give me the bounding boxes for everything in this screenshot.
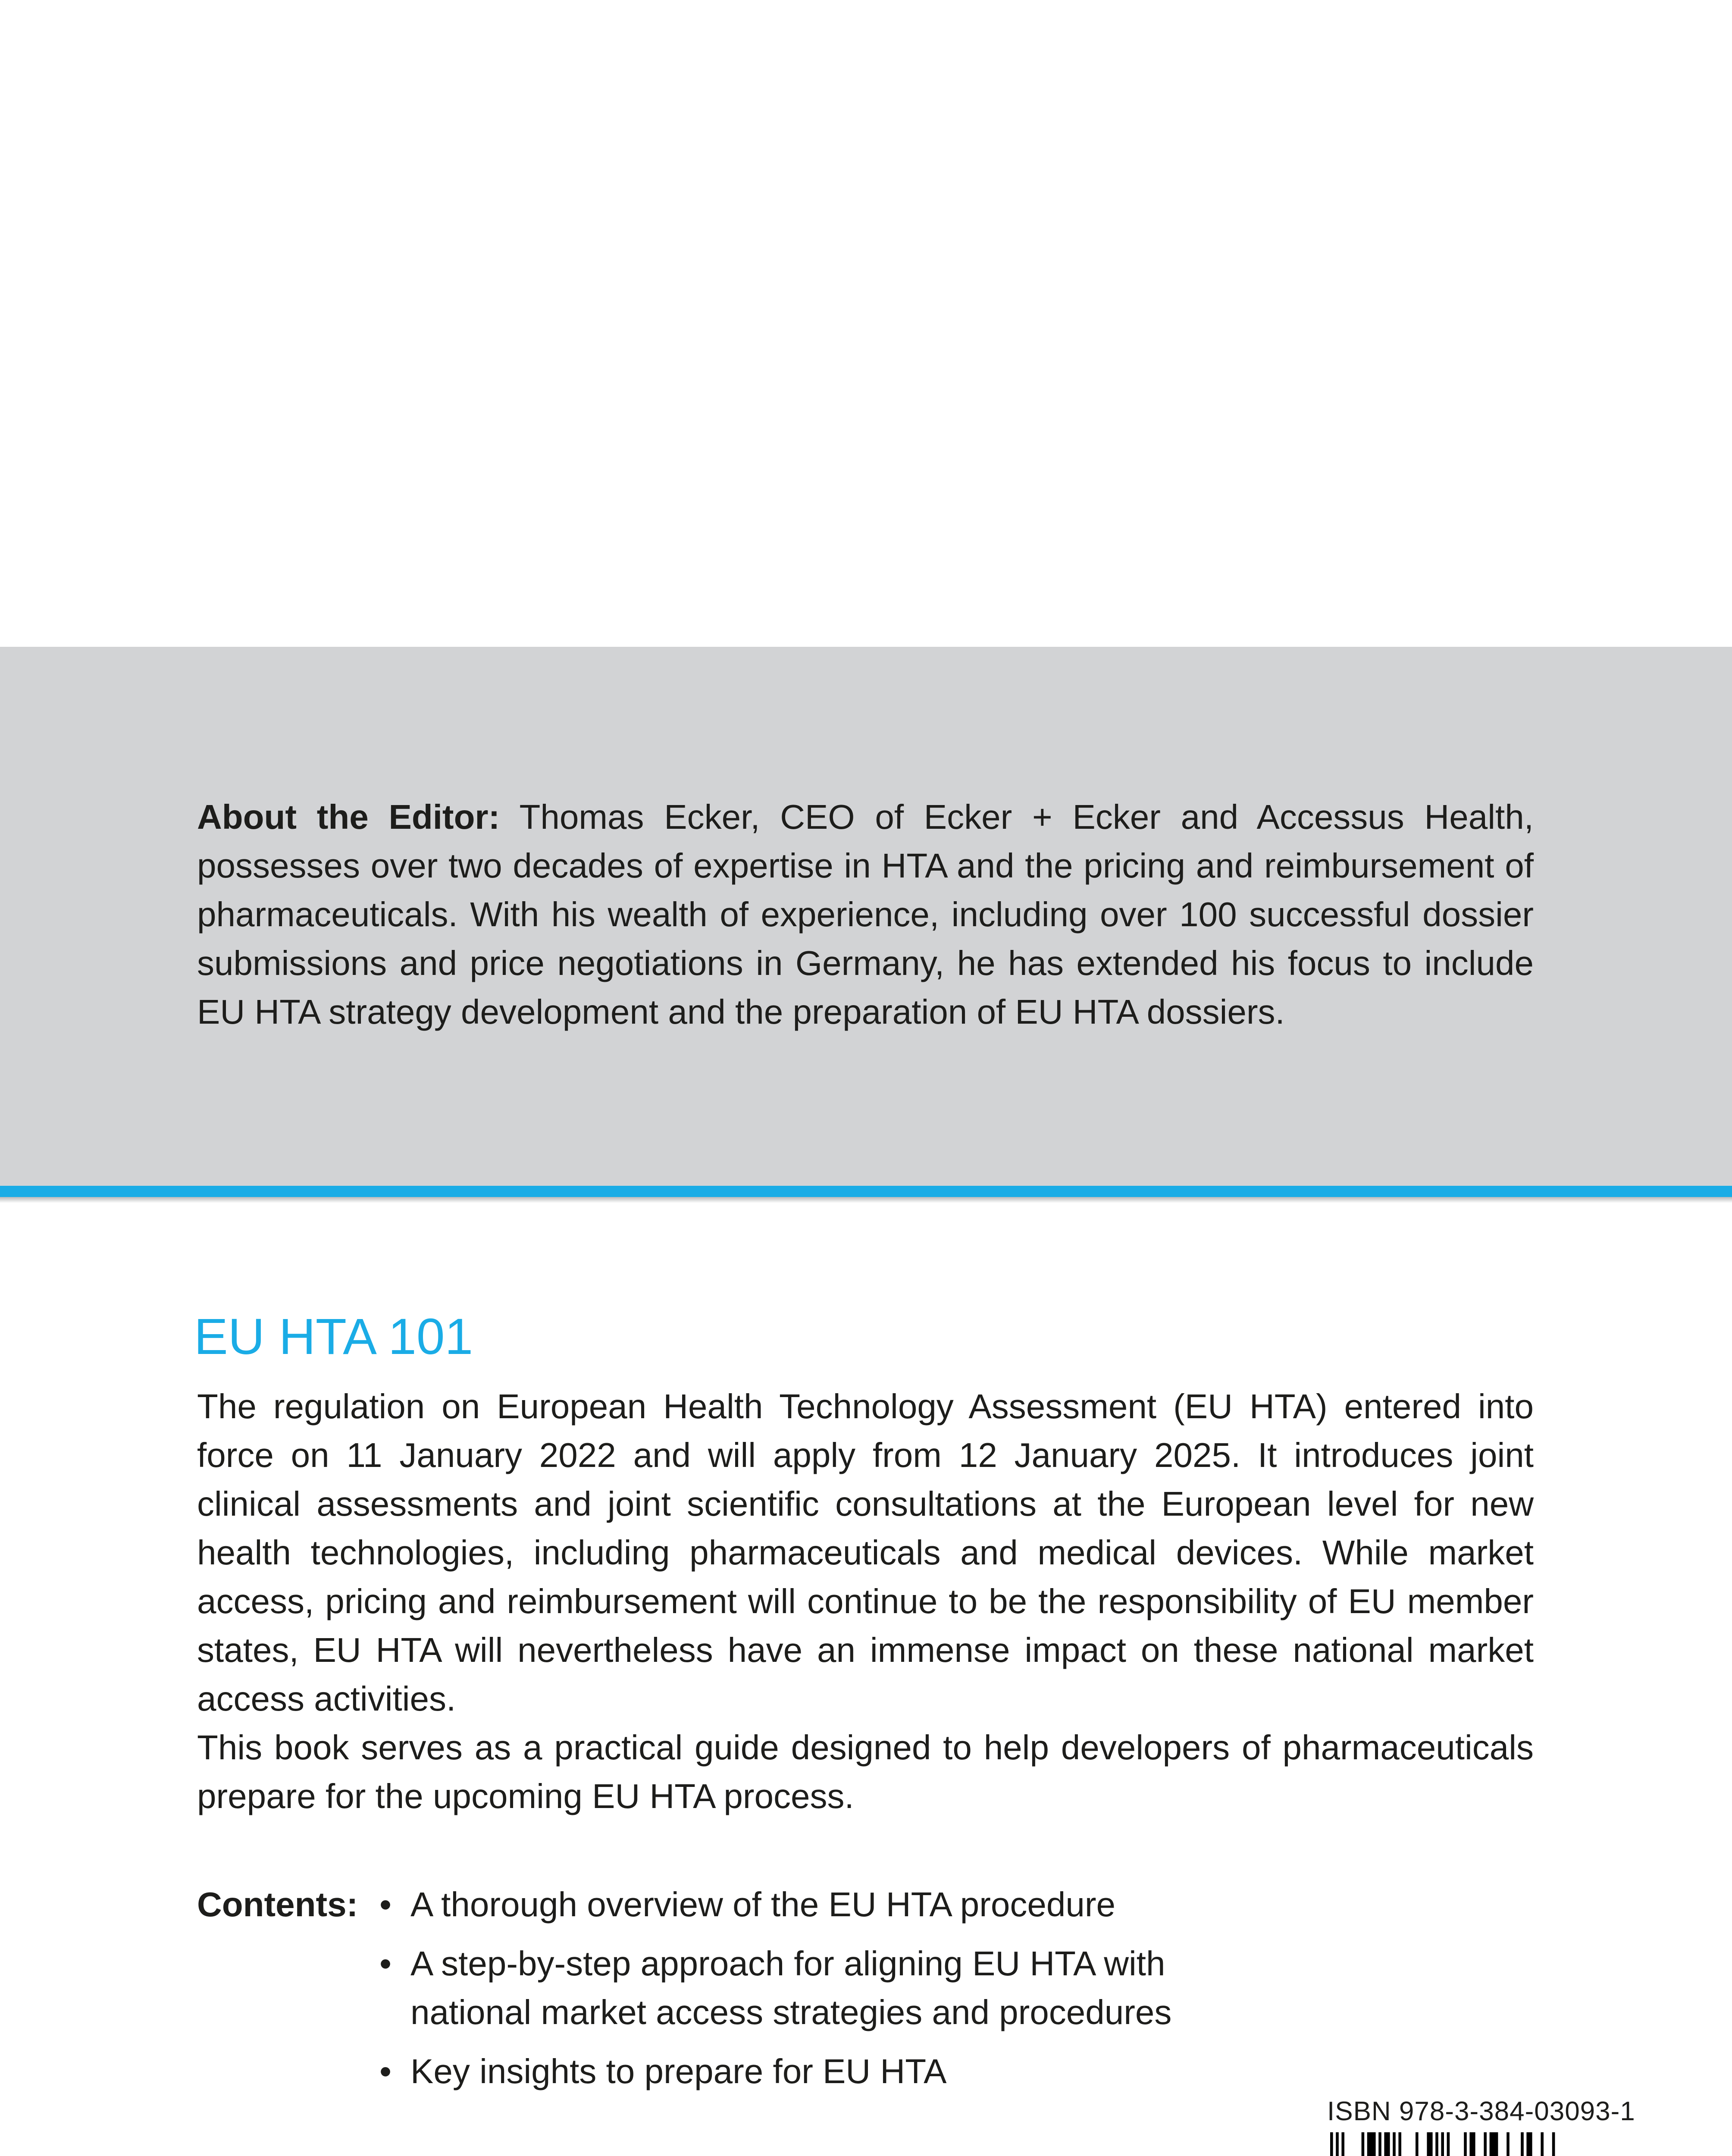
- about-editor-label: About the Editor:: [197, 798, 500, 836]
- barcode-bar: [1441, 2132, 1444, 2156]
- about-editor: [197, 793, 1534, 1036]
- barcode-bar: [1464, 2132, 1467, 2156]
- barcode-bar: [1469, 2132, 1475, 2156]
- bullet-icon: •: [379, 2052, 392, 2090]
- about-editor-text: Thomas Ecker, CEO of Ecker + Ecker and Accessus Health, possesses over two decades of expertise in HTA and the pricing and reimbursement of pharmaceuticals. With his wealth of experience, including over 100 successful dossier submissions and price negotiations in Germany, he has extended his focus to include EU HTA strategy development and the preparation of EU HTA dossiers.: [197, 798, 1534, 1031]
- contents-label: Contents:: [197, 1885, 358, 1924]
- description-paragraph-1: The regulation on European Health Technology Assessment (EU HTA) entered into force on 11 January 2022 and will apply from 12 January 2025. It introduces joint clinical assessments and joint scientific consultations at the European level for new health technologies, including pharmaceuticals and medical devices. While market access, pricing and reimbursement will continue to be the responsibility of EU member states, EU HTA will nevertheless have an immense impact on these national market access activities.: [197, 1387, 1534, 1718]
- list-item-text: A step-by-step approach for aligning EU HTA with national market access strategies and procedures: [410, 1944, 1172, 2031]
- list-item-text: A thorough overview of the EU HTA procedure: [410, 1885, 1115, 1924]
- list-item: [379, 1939, 1285, 2037]
- bullet-icon: •: [379, 1944, 392, 1983]
- barcode-bar: [1541, 2132, 1544, 2156]
- barcode-bar: [1362, 2132, 1365, 2156]
- barcode-bar: [1384, 2132, 1390, 2156]
- barcode-bar: [1521, 2132, 1524, 2156]
- list-item: [379, 2047, 1285, 2096]
- barcode-bar: [1484, 2132, 1487, 2156]
- barcode-bar: [1506, 2132, 1510, 2156]
- barcode-bar: [1367, 2132, 1376, 2156]
- barcode-bar: [1435, 2132, 1438, 2156]
- stripe-shadow: [0, 1197, 1732, 1203]
- barcode-bar: [1336, 2132, 1339, 2156]
- barcode-bar: [1416, 2132, 1419, 2156]
- barcode-bar: [1526, 2132, 1532, 2156]
- barcode-bar: [1427, 2132, 1432, 2156]
- barcode-bar: [1341, 2132, 1344, 2156]
- barcode-bar: [1393, 2132, 1396, 2156]
- description-paragraph-2: This book serves as a practical guide designed to help developers of pharmaceuticals prepare for the upcoming EU HTA process.: [197, 1728, 1534, 1815]
- barcode-bar: [1398, 2132, 1401, 2156]
- list-item: [379, 1880, 1285, 1929]
- barcode-bar: [1552, 2132, 1555, 2156]
- section-title: EU HTA 101: [194, 1308, 473, 1365]
- barcode-bar: [1490, 2132, 1498, 2156]
- barcode: [1309, 2132, 1636, 2156]
- accent-stripe: [0, 1186, 1732, 1197]
- barcode-bar: [1378, 2132, 1381, 2156]
- bullet-icon: •: [379, 1885, 392, 1924]
- contents-list: [379, 1880, 1285, 2106]
- barcode-bar: [1330, 2132, 1333, 2156]
- barcode-bar: [1447, 2132, 1450, 2156]
- isbn-label: ISBN 978-3-384-03093-1: [1327, 2096, 1635, 2126]
- description: [197, 1382, 1534, 1821]
- list-item-text: Key insights to prepare for EU HTA: [410, 2052, 947, 2090]
